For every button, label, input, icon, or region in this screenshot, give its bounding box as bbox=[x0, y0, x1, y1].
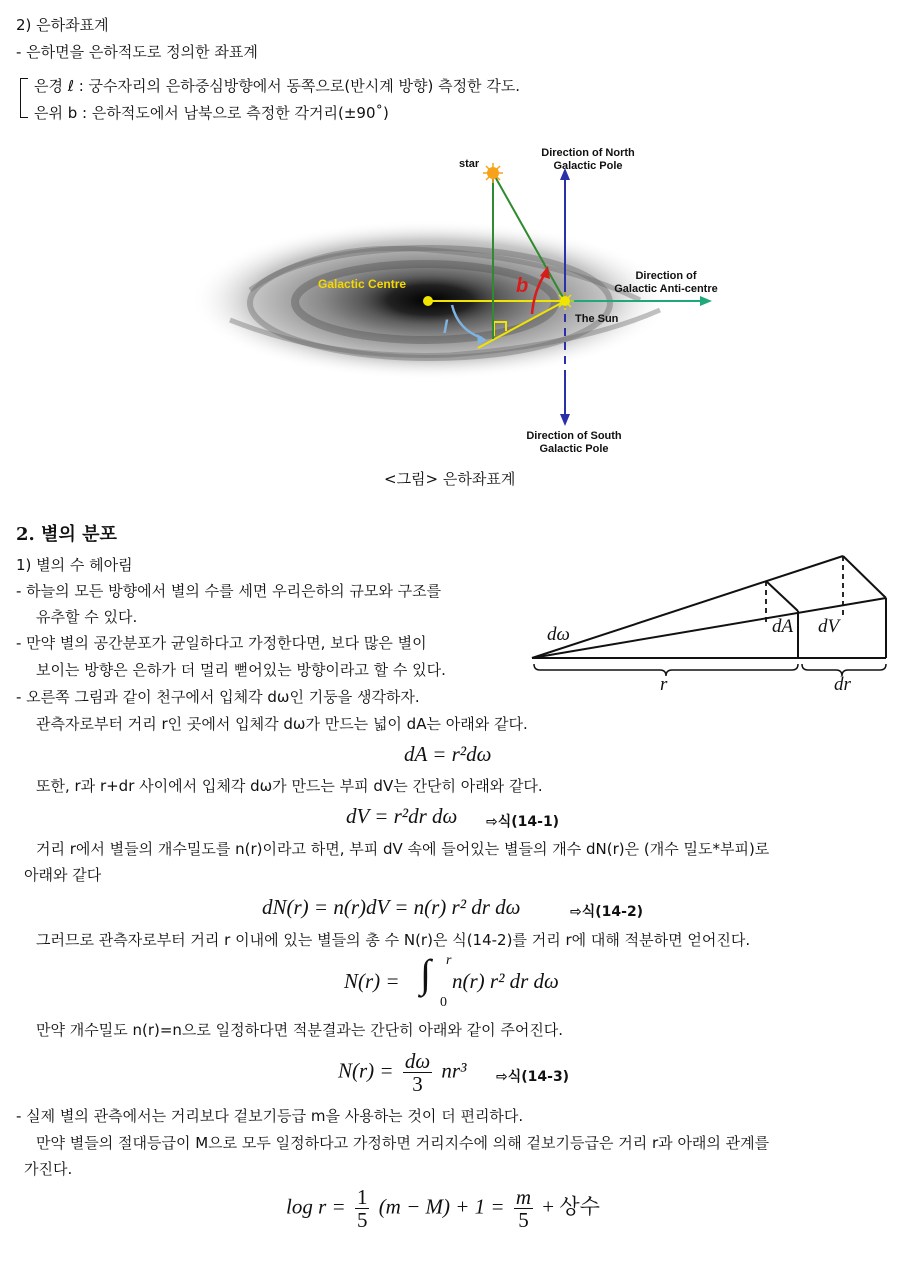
paragraph-1a: - 하늘의 모든 방향에서 별의 수를 세면 우리은하의 규모와 구조를 bbox=[16, 582, 442, 600]
paragraph-8: 만약 개수밀도 n(r)=n으로 일정하다면 적분결과는 간단히 아래와 같이 주어진다. bbox=[36, 1021, 564, 1039]
equation-log-r bbox=[286, 1186, 600, 1231]
fraction-numerator: dω bbox=[404, 1049, 431, 1073]
integral-upper-limit: r bbox=[446, 953, 452, 968]
r-label: r bbox=[660, 674, 668, 695]
paragraph-6a: 거리 r에서 별들의 개수밀도를 n(r)이라고 하면, 부피 dV 속에 들어있는 별들의 개수 dN(r)은 (개수 밀도*부피)로 bbox=[36, 840, 770, 858]
equation-N-integrand: n(r) r² dr dω bbox=[452, 969, 559, 993]
fraction-m-5 bbox=[514, 1186, 533, 1231]
equation-log-r-rhs: + 상수 bbox=[542, 1194, 600, 1219]
longitude-l-label: l bbox=[443, 317, 449, 337]
fraction-denominator: 5 bbox=[518, 1208, 529, 1232]
paragraph-4: 관측자로부터 거리 r인 곳에서 입체각 dω가 만드는 넓이 dA는 아래와 같다. bbox=[36, 715, 528, 733]
fraction-1-5 bbox=[355, 1186, 370, 1231]
paragraph-10b: 가진다. bbox=[24, 1160, 73, 1178]
paragraph-10a: 만약 별들의 절대등급이 M으로 모두 일정하다고 가정하면 거리지수에 의해 겉보기등급은 거리 r과 아래의 관계를 bbox=[36, 1134, 770, 1152]
fraction-denominator: 5 bbox=[356, 1208, 368, 1232]
sun-label: The Sun bbox=[575, 313, 619, 325]
subsection-heading: 1) 별의 수 헤아림 bbox=[16, 556, 133, 574]
fraction-denominator: 3 bbox=[412, 1072, 423, 1096]
paragraph-1b: 유추할 수 있다. bbox=[36, 608, 138, 626]
south-arrow-icon bbox=[560, 414, 570, 426]
equation-dN: dN(r) = n(r)dV = n(r) r² dr dω bbox=[262, 895, 521, 919]
integral-lower-limit: 0 bbox=[440, 995, 447, 1010]
definition-longitude: 은경 ℓ : 궁수자리의 은하중심방향에서 동쪽으로(반시계 방향) 측정한 각도. bbox=[34, 77, 521, 95]
latitude-b-label: b bbox=[516, 275, 529, 297]
north-pole-label-1: Direction of North bbox=[541, 147, 635, 159]
south-pole-label-2: Galactic Pole bbox=[539, 443, 609, 455]
integral-sign: ∫ bbox=[420, 951, 431, 996]
domega-label: dω bbox=[547, 624, 570, 645]
north-pole-label-2: Galactic Pole bbox=[553, 160, 623, 172]
fraction-numerator: m bbox=[515, 1185, 532, 1209]
paragraph-6b: 아래와 같다 bbox=[24, 866, 102, 884]
equation-log-r-lhs: log r = bbox=[286, 1194, 346, 1219]
fraction-numerator: 1 bbox=[356, 1185, 368, 1209]
galactic-coordinate-figure bbox=[190, 140, 730, 460]
equation-N-result bbox=[338, 1050, 466, 1095]
top-ray bbox=[532, 556, 843, 658]
equation-N-result-lhs: N(r) = bbox=[338, 1058, 394, 1083]
galactic-centre-dot bbox=[423, 296, 433, 306]
dr-label: dr bbox=[834, 674, 851, 695]
fraction-domega-3 bbox=[403, 1050, 432, 1095]
definition-line: - 은하면을 은하적도로 정의한 좌표계 bbox=[16, 43, 258, 61]
equation-dA: dA = r²dω bbox=[404, 742, 492, 766]
section-heading-galactic-coordinates: 2) 은하좌표계 bbox=[16, 16, 109, 34]
equation-ref-14-3: ⇨식(14-3) bbox=[496, 1069, 570, 1085]
equation-dV: dV = r²dr dω bbox=[346, 804, 458, 828]
equation-ref-14-2: ⇨식(14-2) bbox=[570, 904, 644, 920]
equation-ref-14-1: ⇨식(14-1) bbox=[486, 814, 560, 830]
paragraph-7: 그러므로 관측자로부터 거리 r 이내에 있는 별들의 총 수 N(r)은 식(14-2)를 거리 r에 대해 적분하면 얻어진다. bbox=[36, 931, 751, 949]
equation-log-r-middle: (m − M) + 1 = bbox=[378, 1194, 505, 1219]
paragraph-5: 또한, r과 r+dr 사이에서 입체각 dω가 만드는 부피 dV는 간단히 아래와 같다. bbox=[36, 777, 543, 795]
definition-latitude: 은위 b : 은하적도에서 남북으로 측정한 각거리(±90˚) bbox=[34, 104, 389, 122]
dA-label: dA bbox=[772, 616, 794, 637]
star-label: star bbox=[459, 158, 480, 170]
paragraph-2a: - 만약 별의 공간분포가 균일하다고 가정한다면, 보다 많은 별이 bbox=[16, 634, 427, 652]
paragraph-3: - 오른쪽 그림과 같이 천구에서 입체각 dω인 기둥을 생각하자. bbox=[16, 688, 420, 706]
south-pole-label-1: Direction of South bbox=[526, 430, 622, 442]
section-title-star-distribution: 2. 별의 분포 bbox=[16, 524, 117, 545]
anticentre-arrow-icon bbox=[700, 296, 712, 306]
equation-N-lhs: N(r) = bbox=[344, 969, 400, 993]
solid-angle-column-figure bbox=[528, 550, 893, 700]
anticentre-label-1: Direction of bbox=[635, 270, 697, 282]
equation-N-result-rhs: nr³ bbox=[441, 1058, 467, 1083]
dV-label: dV bbox=[818, 616, 840, 637]
paragraph-9: - 실제 별의 관측에서는 거리보다 겉보기등급 m을 사용하는 것이 더 편리하다. bbox=[16, 1107, 524, 1125]
bracket-decoration bbox=[20, 78, 28, 118]
paragraph-2b: 보이는 방향은 은하가 더 멀리 뻗어있는 방향이라고 할 수 있다. bbox=[36, 661, 446, 679]
galactic-centre-label: Galactic Centre bbox=[318, 277, 407, 291]
figure-caption: <그림> 은하좌표계 bbox=[384, 470, 516, 488]
anticentre-label-2: Galactic Anti-centre bbox=[614, 283, 718, 295]
star-icon bbox=[483, 163, 503, 183]
